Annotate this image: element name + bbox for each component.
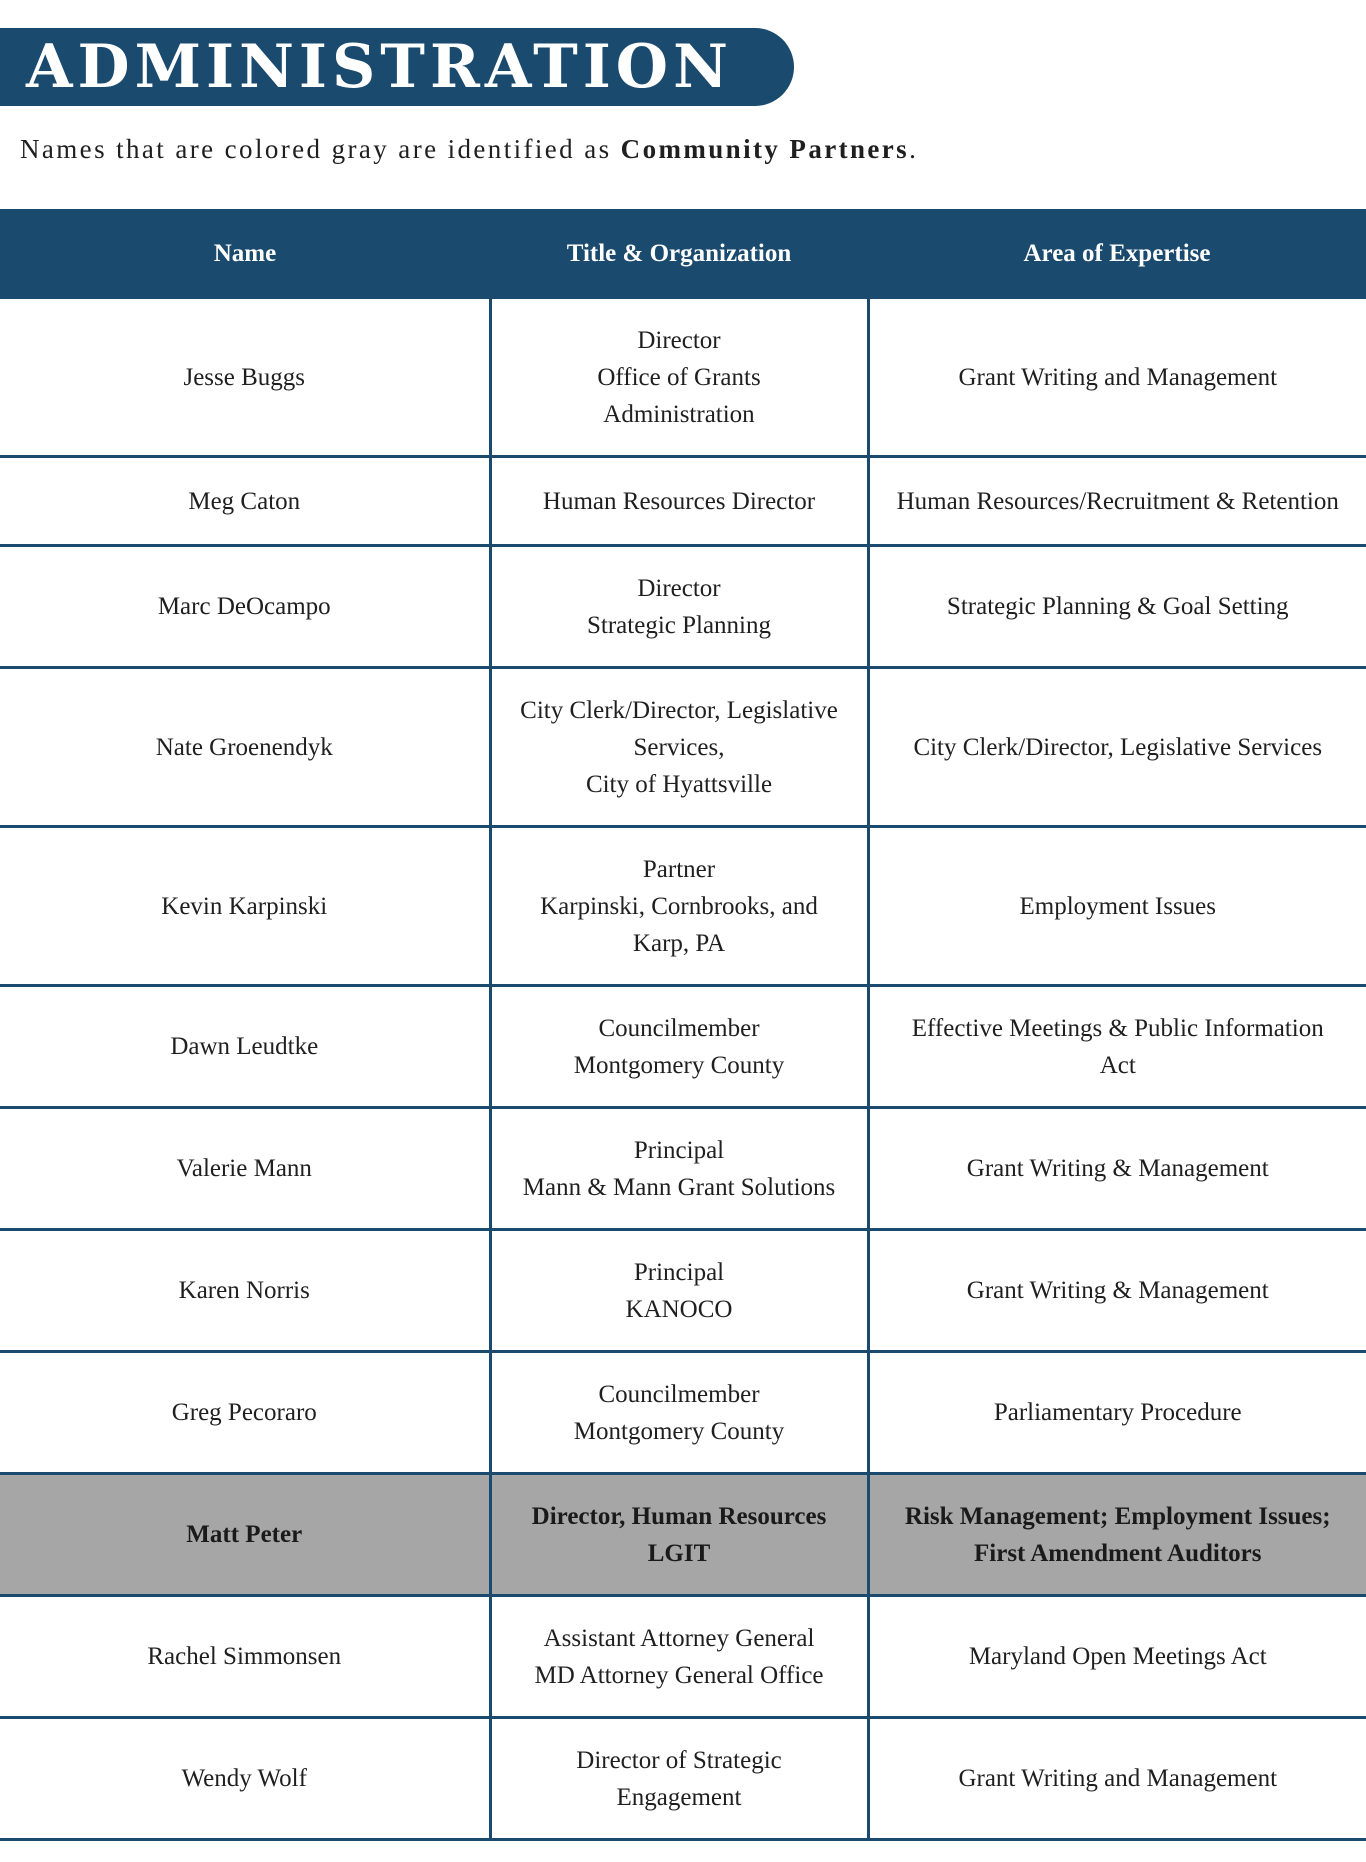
- section-banner: [0, 28, 794, 106]
- cell-expertise-text: Human Resources/Recruitment & Retention: [896, 487, 1339, 515]
- cell-expertise: [868, 1352, 1366, 1474]
- cell-title: [490, 299, 868, 457]
- table-row: [0, 457, 1366, 546]
- cell-expertise: [868, 299, 1366, 457]
- cell-title-text: Assistant Attorney General MD Attorney General Office: [534, 1624, 824, 1689]
- cell-title: [490, 1718, 868, 1840]
- cell-expertise: [868, 1474, 1366, 1596]
- cell-expertise-text: Employment Issues: [1019, 892, 1216, 920]
- cell-expertise-text: Strategic Planning & Goal Setting: [946, 593, 1289, 620]
- cell-expertise: [868, 827, 1366, 986]
- cell-name: Nate Groenendyk: [0, 668, 490, 827]
- cell-expertise-text: Effective Meetings & Public Information Act: [911, 1014, 1324, 1079]
- table-row: [0, 986, 1366, 1108]
- cell-title: [490, 1474, 868, 1596]
- cell-expertise: [868, 457, 1366, 546]
- cell-title-text: Director, Human Resources LGIT: [531, 1502, 827, 1567]
- table-row: [0, 668, 1366, 827]
- cell-expertise: [868, 546, 1366, 668]
- cell-expertise-text: Grant Writing & Management: [966, 1155, 1269, 1182]
- table-row-community-partner: [0, 1474, 1366, 1596]
- cell-title: [490, 986, 868, 1108]
- table-row: [0, 1108, 1366, 1230]
- cell-title-text: Director Office of Grants Administration: [597, 326, 761, 428]
- table-row: [0, 546, 1366, 668]
- cell-title: [490, 1352, 868, 1474]
- cell-expertise: [868, 1596, 1366, 1718]
- cell-expertise-text: Grant Writing and Management: [958, 1765, 1278, 1792]
- cell-expertise-text: Risk Management; Employment Issues; First Amendment Auditors: [904, 1502, 1331, 1567]
- table-row: [0, 1596, 1366, 1718]
- cell-title: [490, 1108, 868, 1230]
- cell-title-text: Councilmember Montgomery County: [573, 1380, 785, 1445]
- cell-name: Wendy Wolf: [0, 1718, 490, 1840]
- section-title: ADMINISTRATION: [26, 32, 733, 102]
- cell-title: [490, 827, 868, 986]
- experts-table: [0, 209, 1366, 1841]
- table-row: [0, 827, 1366, 986]
- cell-expertise-text: Grant Writing and Management: [958, 363, 1278, 391]
- cell-name: Jesse Buggs: [0, 299, 490, 457]
- cell-expertise-text: Maryland Open Meetings Act: [968, 1643, 1267, 1670]
- cell-expertise: [868, 668, 1366, 827]
- cell-title-text: Councilmember Montgomery County: [573, 1014, 785, 1079]
- cell-title-text: Director of Strategic Engagement: [576, 1746, 782, 1811]
- cell-title: [490, 546, 868, 668]
- table-header-row: [0, 209, 1366, 299]
- cell-expertise: [868, 1108, 1366, 1230]
- cell-expertise: [868, 1230, 1366, 1352]
- cell-name: Kevin Karpinski: [0, 827, 490, 986]
- header-name: Name: [0, 209, 490, 299]
- cell-name: Valerie Mann: [0, 1108, 490, 1230]
- cell-title-text: Human Resources Director: [542, 487, 816, 515]
- intro-text: Names that are colored gray are identified as: [20, 134, 621, 164]
- cell-title: [490, 457, 868, 546]
- cell-name: Dawn Leudtke: [0, 986, 490, 1108]
- intro-note: [20, 134, 918, 165]
- cell-name: Greg Pecoraro: [0, 1352, 490, 1474]
- header-area-of-expertise: Area of Expertise: [868, 209, 1366, 299]
- intro-bold-term: Community Partners: [620, 134, 910, 164]
- cell-name: Rachel Simmonsen: [0, 1596, 490, 1718]
- cell-name: Marc DeOcampo: [0, 546, 490, 668]
- cell-name: Karen Norris: [0, 1230, 490, 1352]
- cell-expertise: [868, 986, 1366, 1108]
- cell-name: Matt Peter: [0, 1474, 490, 1596]
- table-row: [0, 299, 1366, 457]
- cell-title-text: Principal KANOCO: [625, 1258, 733, 1323]
- cell-title-text: Director Strategic Planning: [587, 574, 771, 639]
- cell-expertise-text: Grant Writing & Management: [966, 1277, 1269, 1304]
- cell-expertise-text: City Clerk/Director, Legislative Services: [913, 733, 1323, 761]
- table-row: [0, 1718, 1366, 1840]
- cell-name: Meg Caton: [0, 457, 490, 546]
- cell-expertise-text: Parliamentary Procedure: [993, 1399, 1242, 1426]
- cell-title: [490, 1596, 868, 1718]
- header-title-organization: Title & Organization: [490, 209, 868, 299]
- intro-text-end: .: [909, 134, 919, 164]
- cell-title: [490, 668, 868, 827]
- cell-expertise: [868, 1718, 1366, 1840]
- cell-title-text: Partner Karpinski, Cornbrooks, and Karp, PA: [540, 855, 818, 957]
- table-row: [0, 1352, 1366, 1474]
- cell-title-text: City Clerk/Director, Legislative Services, City of Hyattsville: [520, 696, 838, 798]
- table-row: [0, 1230, 1366, 1352]
- cell-title-text: Principal Mann & Mann Grant Solutions: [522, 1136, 836, 1201]
- cell-title: [490, 1230, 868, 1352]
